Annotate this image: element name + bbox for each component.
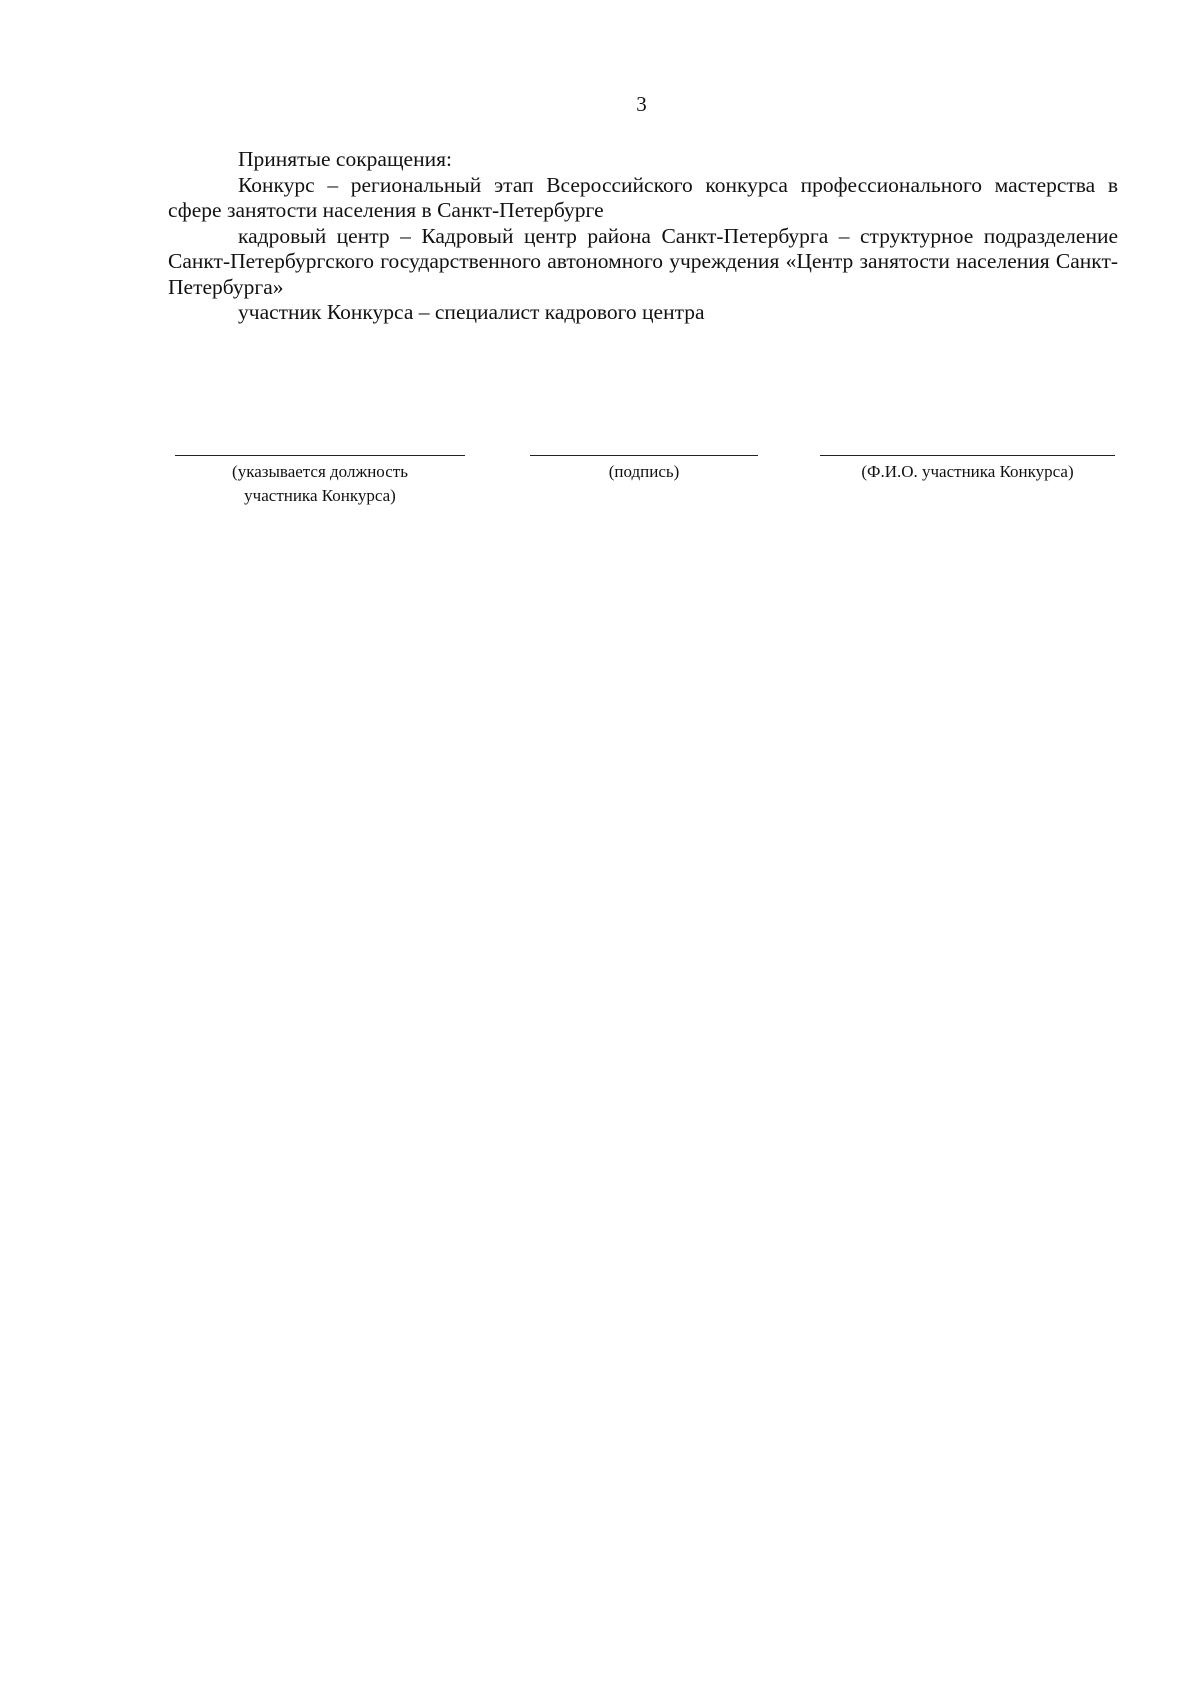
- name-caption: (Ф.И.О. участника Конкурса): [861, 462, 1074, 481]
- name-signature-line: [820, 455, 1115, 456]
- position-caption-line1: (указывается должность: [232, 462, 408, 481]
- signature-position-field: [175, 455, 465, 515]
- abbreviation-item-participant: участник Конкурса – специалист кадрового центра: [238, 300, 705, 324]
- position-caption-line2: участника Конкурса): [244, 486, 396, 505]
- signature-name-field: [820, 455, 1115, 515]
- signature-field: [530, 455, 758, 515]
- abbreviations-section: [168, 147, 1118, 326]
- abbreviations-heading: Принятые сокращения:: [238, 147, 452, 171]
- signature-line: [530, 455, 758, 456]
- abbreviation-item-hr-center: кадровый центр – Кадровый центр района Санкт-Петербурга – структурное подразделение Санкт-Петербургского государственного автономного учреждения «Центр занятости населения Санкт-Петербурга»: [168, 223, 1118, 299]
- abbreviation-item-contest: Конкурс – региональный этап Всероссийского конкурса профессионального мастерства в сфере занятости населения в Санкт-Петербурге: [168, 172, 1118, 222]
- signature-caption: (подпись): [608, 462, 680, 481]
- position-caption: [175, 460, 465, 508]
- page-number: 3: [636, 92, 647, 116]
- position-signature-line: [175, 455, 465, 456]
